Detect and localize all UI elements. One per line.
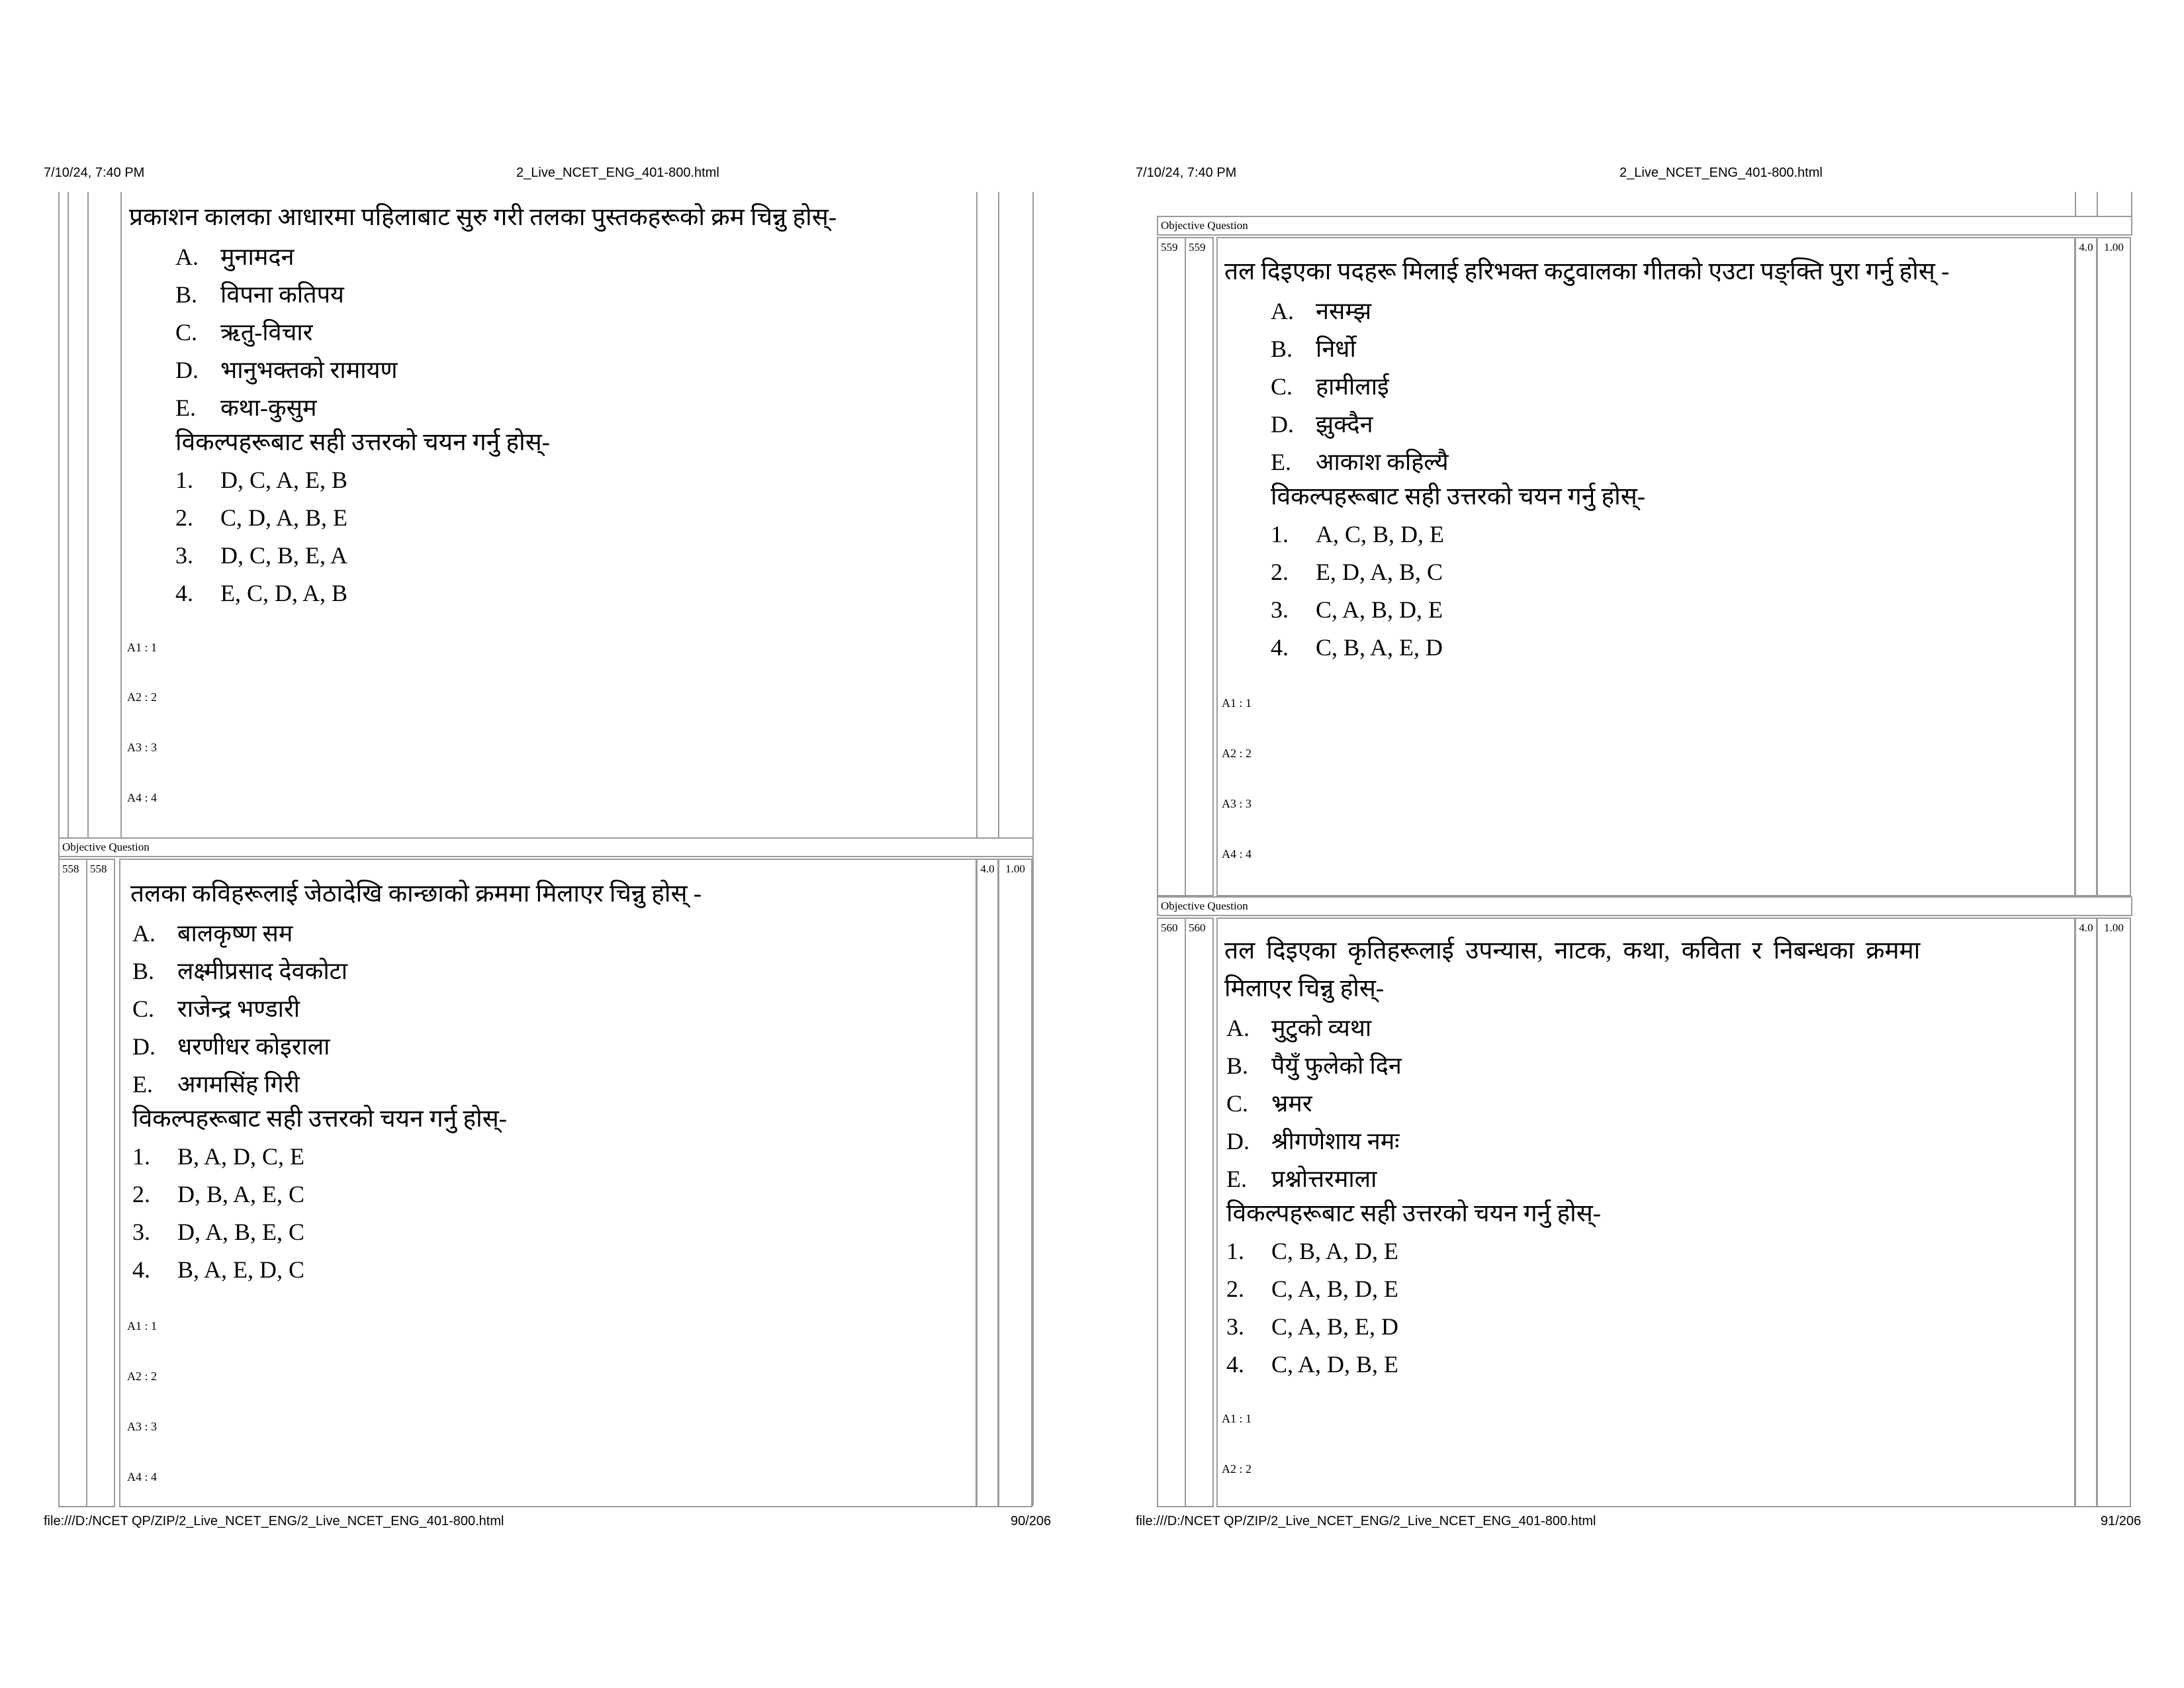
- answer-line: A2 : 2: [127, 690, 157, 704]
- list-item: A. मुटुको व्यथा: [1226, 1015, 1372, 1041]
- list-item: A. मुनामदन: [175, 244, 295, 270]
- list-item: B. लक्ष्मीप्रसाद देवकोटा: [132, 958, 348, 984]
- frame-line: [68, 192, 69, 837]
- marks-value: 4.0: [980, 863, 995, 875]
- list-item: B. विपना कतिपय: [175, 281, 344, 308]
- answer-line: A3 : 3: [127, 741, 157, 754]
- question-text: तलका कविहरूलाई जेठादेखि कान्छाको क्रममा मिलाएर चिन्नु होस् -: [130, 880, 702, 908]
- section-label: Objective Question: [62, 841, 150, 853]
- question-text: तल दिइएका कृतिहरूलाई उपन्यास, नाटक, कथा, कविता र निबन्धका क्रममा: [1224, 937, 1921, 964]
- list-item: D. भानुभक्तको रामायण: [175, 357, 398, 383]
- question-text: तल दिइएका पदहरू मिलाई हरिभक्त कटुवालका गीतको एउटा पङ्क्ति पुरा गर्नु होस् -: [1224, 258, 1950, 285]
- marks-cell: [2075, 917, 2097, 1507]
- list-item: D. श्रीगणेशाय नमः: [1226, 1128, 1400, 1154]
- header-datetime: 7/10/24, 7:40 PM: [44, 165, 145, 180]
- page-number: 90/206: [1011, 1514, 1052, 1528]
- page-number: 91/206: [2101, 1514, 2142, 1528]
- option-item: 1. B, A, D, C, E: [132, 1143, 305, 1170]
- frame-line: [120, 192, 122, 837]
- section-header-box: [58, 837, 1034, 857]
- answer-line: A2 : 2: [1222, 1462, 1251, 1476]
- option-item: 3. D, A, B, E, C: [132, 1219, 305, 1245]
- section-header-box: [1157, 216, 2132, 236]
- list-item: C. ऋतु-विचार: [175, 319, 313, 346]
- header-datetime: 7/10/24, 7:40 PM: [1136, 165, 1237, 180]
- instruction-text: विकल्पहरूबाट सही उत्तरको चयन गर्नु होस्-: [1271, 483, 1646, 510]
- frame-line: [2075, 192, 2076, 216]
- serial-cell: [58, 859, 87, 1507]
- frame-line: [976, 192, 978, 837]
- id-cell: [1185, 237, 1214, 896]
- list-item: B. निर्धो: [1271, 336, 1356, 362]
- right-page: [1092, 0, 2184, 1688]
- list-item: D. धरणीधर कोइराला: [132, 1033, 330, 1060]
- option-item: 4. E, C, D, A, B: [175, 580, 348, 606]
- list-item: C. भ्रमर: [1226, 1090, 1312, 1117]
- negative-marks-value: 1.00: [1005, 863, 1025, 875]
- list-item: B. पैयुँ फुलेको दिन: [1226, 1053, 1402, 1079]
- answer-line: A3 : 3: [127, 1420, 157, 1433]
- frame-line: [87, 192, 89, 837]
- list-item: A. नसम्झ: [1271, 298, 1372, 324]
- answer-line: A4 : 4: [127, 791, 157, 804]
- option-item: 3. D, C, B, E, A: [175, 542, 348, 569]
- footer-path: file:///D:/NCET QP/ZIP/2_Live_NCET_ENG/2_Live_NCET_ENG_401-800.html: [1136, 1514, 1596, 1528]
- option-item: 2. D, B, A, E, C: [132, 1181, 305, 1207]
- section-label: Objective Question: [1161, 900, 1248, 912]
- answer-line: A1 : 1: [1222, 696, 1251, 710]
- option-item: 4. C, B, A, E, D: [1271, 634, 1443, 661]
- option-item: 3. C, A, B, E, D: [1226, 1313, 1399, 1340]
- question-id: 560: [1189, 921, 1206, 934]
- negative-cell: [2097, 237, 2131, 896]
- list-item: E. प्रश्नोत्तरमाला: [1226, 1166, 1377, 1192]
- option-item: 1. A, C, B, D, E: [1271, 521, 1445, 547]
- question-serial: 559: [1161, 241, 1178, 254]
- answer-line: A1 : 1: [1222, 1412, 1251, 1425]
- question-text: प्रकाशन कालका आधारमा पहिलाबाट सुरु गरी तलका पुस्तकहरूको क्रम चिन्नु होस्-: [129, 204, 837, 231]
- instruction-text: विकल्पहरूबाट सही उत्तरको चयन गर्नु होस्-: [132, 1105, 508, 1133]
- marks-value: 4.0: [2079, 241, 2093, 254]
- marks-value: 4.0: [2079, 921, 2093, 934]
- section-label: Objective Question: [1161, 219, 1248, 232]
- question-serial: 560: [1161, 921, 1178, 934]
- list-item: E. अगमसिंह गिरी: [132, 1071, 300, 1098]
- list-item: C. हामीलाई: [1271, 373, 1389, 400]
- frame-line: [2131, 192, 2132, 216]
- list-item: E. आकाश कहिल्यै: [1271, 449, 1449, 475]
- header-filename: 2_Live_NCET_ENG_401-800.html: [1619, 165, 1823, 180]
- list-item: E. कथा-कुसुम: [175, 395, 317, 421]
- option-item: 2. C, D, A, B, E: [175, 504, 348, 531]
- serial-cell: [1157, 917, 1186, 1507]
- answer-line: A2 : 2: [127, 1370, 157, 1383]
- instruction-text: विकल्पहरूबाट सही उत्तरको चयन गर्नु होस्-: [1226, 1200, 1602, 1227]
- negative-cell: [998, 859, 1032, 1507]
- answer-line: A1 : 1: [127, 1319, 157, 1333]
- id-cell: [1185, 917, 1214, 1507]
- section-header-box: [1157, 896, 2132, 916]
- frame-line: [2097, 192, 2098, 216]
- footer-path: file:///D:/NCET QP/ZIP/2_Live_NCET_ENG/2_Live_NCET_ENG_401-800.html: [44, 1514, 504, 1528]
- answer-line: A1 : 1: [127, 641, 157, 654]
- option-item: 1. D, C, A, E, B: [175, 467, 348, 493]
- answer-line: A3 : 3: [1222, 797, 1251, 810]
- option-item: 2. E, D, A, B, C: [1271, 559, 1443, 585]
- option-item: 2. C, A, B, D, E: [1226, 1276, 1399, 1302]
- instruction-text: विकल्पहरूबाट सही उत्तरको चयन गर्नु होस्-: [175, 429, 551, 456]
- negative-cell: [2097, 917, 2131, 1507]
- question-text-line2: मिलाएर चिन्नु होस्-: [1224, 975, 1385, 1002]
- answer-line: A2 : 2: [1222, 747, 1251, 760]
- header-filename: 2_Live_NCET_ENG_401-800.html: [516, 165, 719, 180]
- list-item: C. राजेन्द्र भण्डारी: [132, 996, 300, 1022]
- serial-cell: [1157, 237, 1186, 896]
- marks-cell: [976, 859, 999, 1507]
- question-id: 559: [1189, 241, 1206, 254]
- marks-cell: [2075, 237, 2097, 896]
- negative-marks-value: 1.00: [2104, 921, 2124, 934]
- list-item: A. बालकृष्ण सम: [132, 920, 293, 947]
- answer-line: A4 : 4: [127, 1470, 157, 1483]
- list-item: D. झुक्दैन: [1271, 411, 1373, 438]
- option-item: 3. C, A, B, D, E: [1271, 596, 1443, 623]
- negative-marks-value: 1.00: [2104, 241, 2124, 254]
- id-cell: [86, 859, 115, 1507]
- option-item: 4. B, A, E, D, C: [132, 1256, 305, 1283]
- frame-line: [998, 192, 999, 837]
- question-id: 558: [90, 863, 107, 875]
- option-item: 4. C, A, D, B, E: [1226, 1351, 1399, 1378]
- option-item: 1. C, B, A, D, E: [1226, 1238, 1399, 1264]
- answer-line: A4 : 4: [1222, 847, 1251, 861]
- question-serial: 558: [62, 863, 79, 875]
